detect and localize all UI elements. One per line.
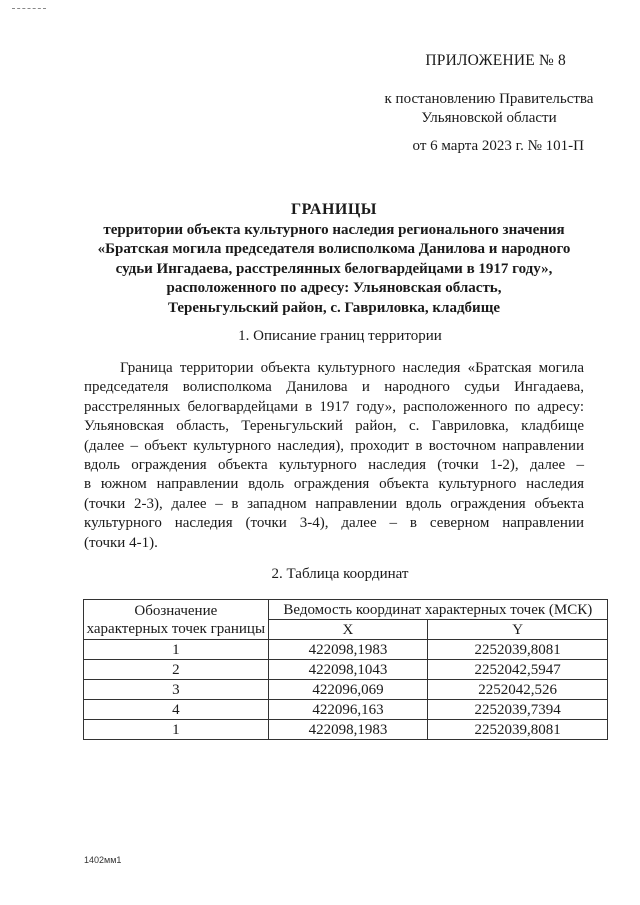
appendix-label: ПРИЛОЖЕНИЕ № 8 bbox=[425, 52, 566, 69]
cell-y: 2252039,8081 bbox=[428, 720, 608, 740]
cell-y: 2252039,7394 bbox=[428, 700, 608, 720]
cell-point: 1 bbox=[84, 640, 269, 660]
cell-point: 1 bbox=[84, 720, 269, 740]
resolution-date: от 6 марта 2023 г. № 101-П bbox=[412, 138, 584, 154]
section-2-heading: 2. Таблица координат bbox=[271, 566, 409, 582]
header-point-line-2: характерных точек границы bbox=[86, 620, 266, 637]
cell-x: 422098,1043 bbox=[268, 660, 428, 680]
cell-y: 2252039,8081 bbox=[428, 640, 608, 660]
section-1-heading: 1. Описание границ территории bbox=[238, 328, 442, 344]
header-point-designation bbox=[84, 600, 269, 640]
cell-x: 422096,069 bbox=[268, 680, 428, 700]
paragraph-line: (далее – объект культурного наследия), проходит в восточном направлении bbox=[84, 437, 584, 454]
paragraph-line: (точки 4-1). bbox=[84, 534, 158, 551]
resolution-line-1: к постановлению Правительства bbox=[384, 91, 594, 107]
table-row bbox=[84, 700, 608, 720]
resolution-line-2: Ульяновской области bbox=[421, 110, 557, 126]
paragraph-line: Ульяновская область, Тереньгульский район, с. Гавриловка, кладбище bbox=[84, 418, 584, 435]
paragraph-line: вдоль ограждения объекта культурного наследия (точки 1-2), далее – bbox=[84, 457, 584, 474]
cell-point: 4 bbox=[84, 700, 269, 720]
cell-x: 422096,163 bbox=[268, 700, 428, 720]
boundary-description bbox=[84, 359, 584, 553]
cell-y: 2252042,5947 bbox=[428, 660, 608, 680]
cell-x: 422098,1983 bbox=[268, 720, 428, 740]
paragraph-line: культурного наследия (точки 3-4), далее – в северном направлении bbox=[84, 515, 584, 532]
coordinates-table bbox=[83, 599, 608, 740]
title-line: «Братская могила председателя волисполкома Данилова и народного bbox=[97, 241, 571, 257]
cell-point: 3 bbox=[84, 680, 269, 700]
paragraph-line: (точки 2-3), далее – в западном направлении вдоль ограждения объекта bbox=[84, 495, 584, 512]
table-row bbox=[84, 680, 608, 700]
cell-y: 2252042,526 bbox=[428, 680, 608, 700]
header-coordinates-span: Ведомость координат характерных точек (МСК) bbox=[268, 600, 607, 620]
table-header-row bbox=[84, 600, 608, 620]
title-line: судьи Ингадаева, расстрелянных белогвардейцами в 1917 году», bbox=[115, 260, 553, 277]
document-code: 1402мм1 bbox=[84, 855, 122, 865]
resolution-reference bbox=[374, 90, 604, 128]
paragraph-line: Граница территории объекта культурного наследия «Братская могила bbox=[120, 360, 584, 376]
title-line: Тереньгульский район, с. Гавриловка, кладбище bbox=[167, 299, 501, 316]
cell-x: 422098,1983 bbox=[268, 640, 428, 660]
title-main: ГРАНИЦЫ bbox=[290, 201, 377, 218]
header-x: X bbox=[268, 620, 428, 640]
table-row bbox=[84, 640, 608, 660]
paragraph-line: председателя волисполкома Данилова и народного судьи Ингадаева, bbox=[84, 379, 584, 396]
table-row bbox=[84, 660, 608, 680]
document-title bbox=[84, 200, 584, 318]
cell-point: 2 bbox=[84, 660, 269, 680]
title-line: расположенного по адресу: Ульяновская область, bbox=[166, 280, 502, 296]
paragraph-line: в южном направлении вдоль ограждения объекта культурного наследия bbox=[84, 476, 584, 493]
scan-artifact bbox=[12, 8, 46, 9]
header-y: Y bbox=[428, 620, 608, 640]
paragraph-line: расстрелянных белогвардейцами в 1917 году», расположенного по адресу: bbox=[84, 398, 584, 415]
header-point-line-1: Обозначение bbox=[134, 602, 218, 619]
table-row bbox=[84, 720, 608, 740]
title-line: территории объекта культурного наследия регионального значения bbox=[103, 221, 565, 238]
